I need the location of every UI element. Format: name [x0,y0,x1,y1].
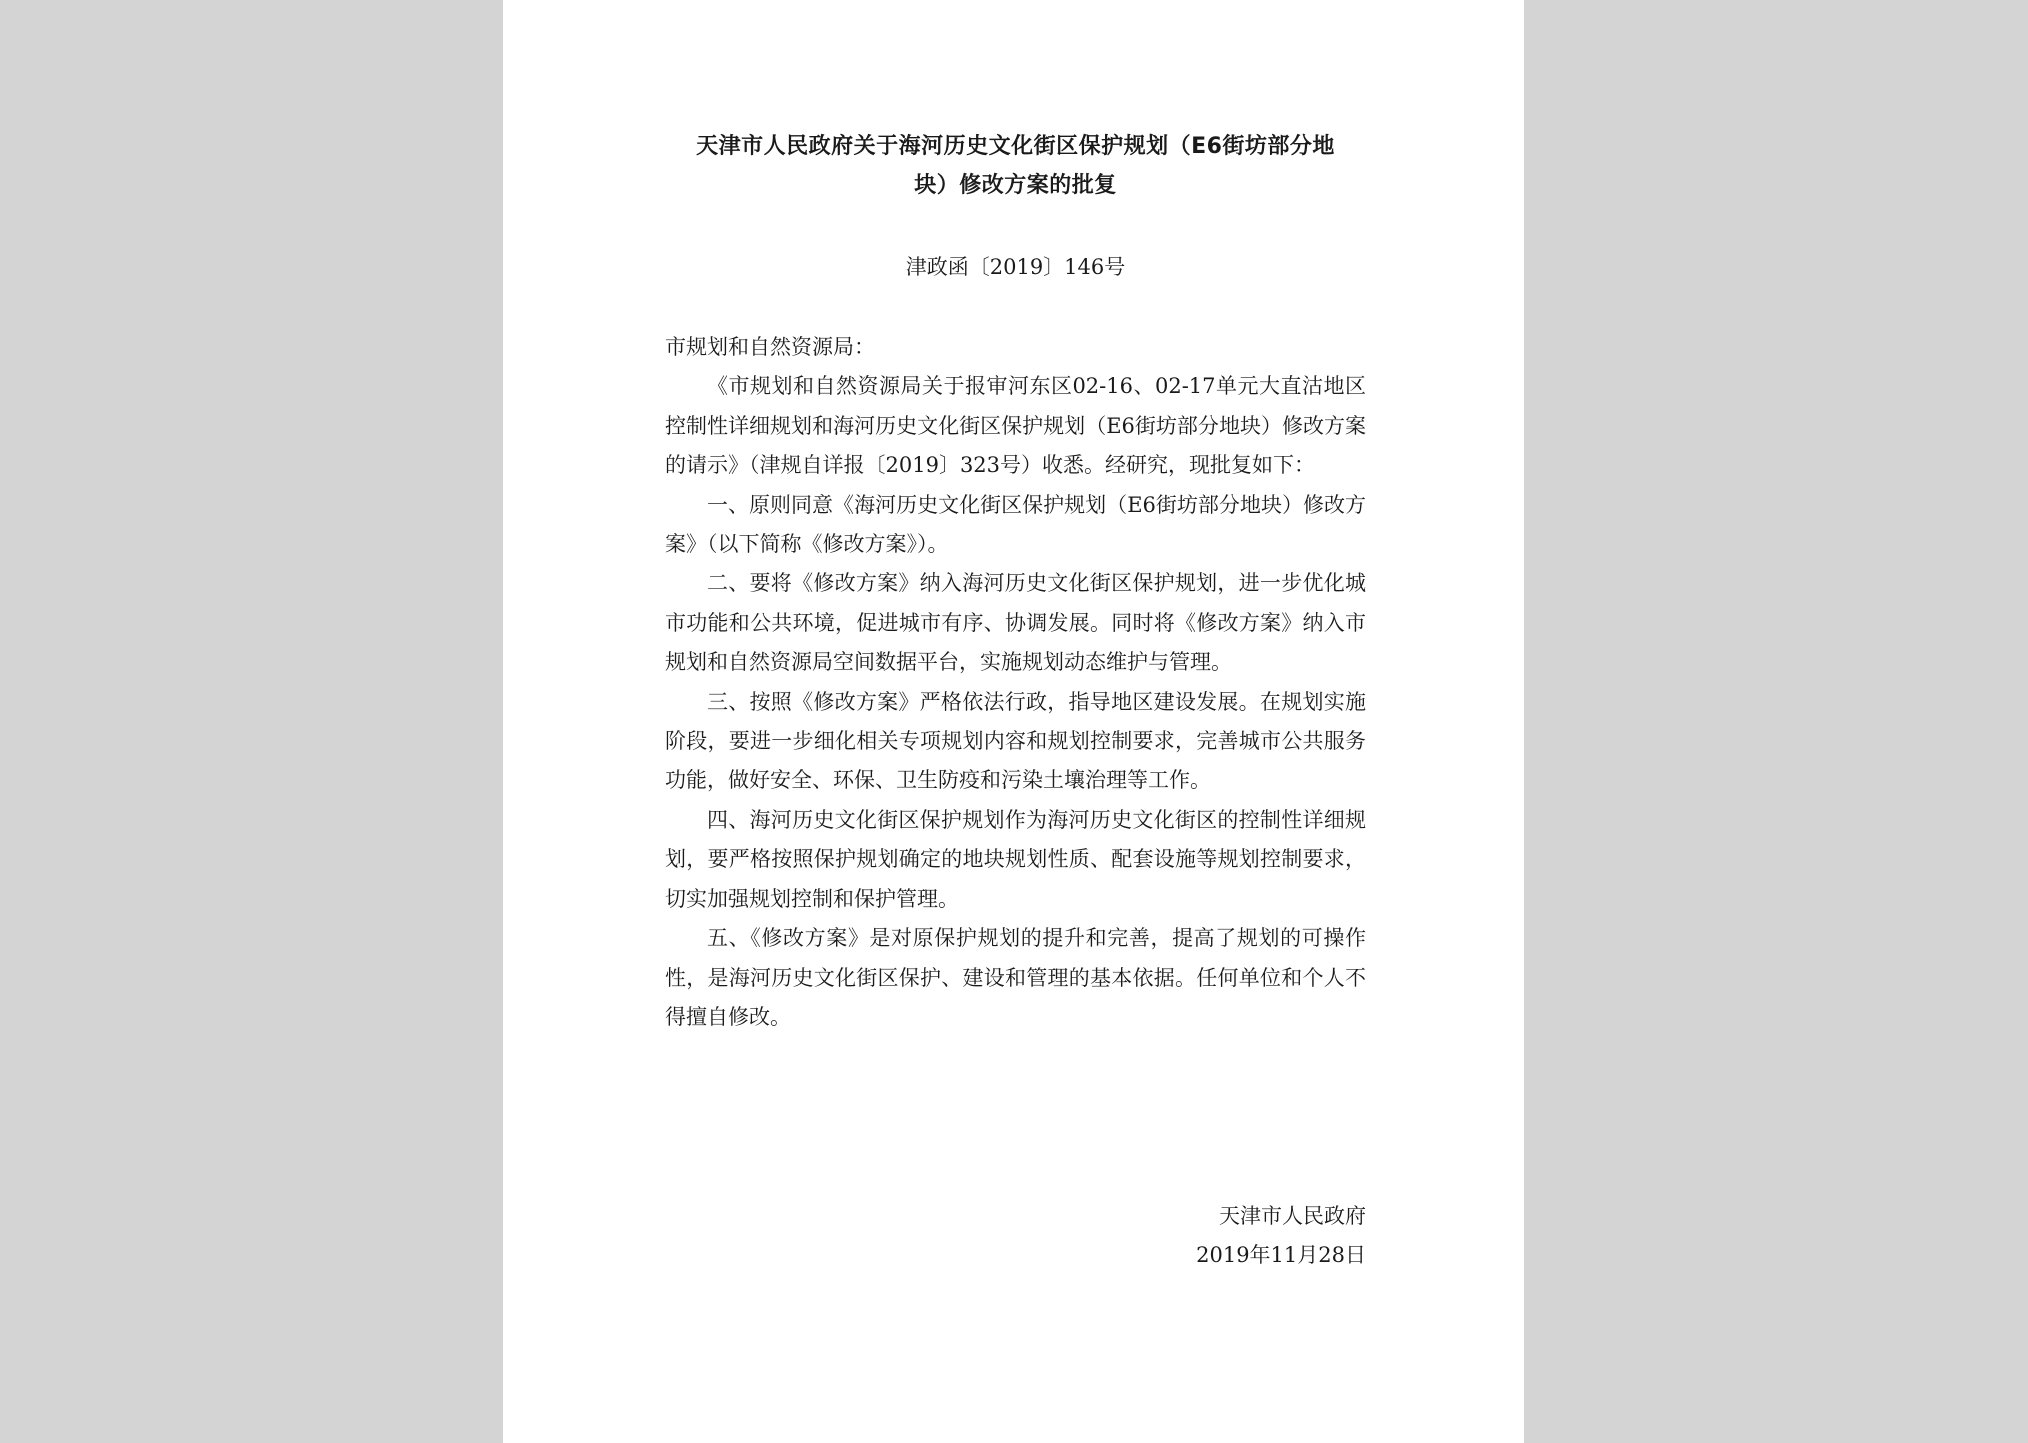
document-title [665,127,1366,205]
document-page [503,0,1524,1443]
paragraph-item-4: 四、海河历史文化街区保护规划作为海河历史文化街区的控制性详细规划，要严格按照保护规划确定的地块规划性质、配套设施等规划控制要求，切实加强规划控制和保护管理。 [665,807,1366,911]
title-line-2: 块）修改方案的批复 [914,173,1117,198]
title-line-1: 天津市人民政府关于海河历史文化街区保护规划（E6街坊部分地 [696,134,1335,159]
paragraph-item-2: 二、要将《修改方案》纳入海河历史文化街区保护规划，进一步优化城市功能和公共环境，促进城市有序、协调发展。同时将《修改方案》纳入市规划和自然资源局空间数据平台，实施规划动态维护与管理。 [665,571,1366,675]
paragraph-item-5: 五、《修改方案》是对原保护规划的提升和完善，提高了规划的可操作性，是海河历史文化街区保护、建设和管理的基本依据。任何单位和个人不得擅自修改。 [665,926,1366,1029]
signature-organization: 天津市人民政府 [1219,1204,1366,1228]
paragraph-request: 《市规划和自然资源局关于报审河东区02-16、02-17单元大直沽地区控制性详细规划和海河历史文化街区保护规划（E6街坊部分地块）修改方案的请示》（津规自详报〔2019〕323号）收悉。经研究，现批复如下： [665,374,1366,478]
paragraph-item-1: 一、原则同意《海河历史文化街区保护规划（E6街坊部分地块）修改方案》（以下简称《修改方案》）。 [665,492,1366,557]
document-number: 津政函〔2019〕146号 [905,255,1126,279]
signature-date: 2019年11月28日 [1196,1243,1366,1267]
addressee: 市规划和自然资源局： [665,335,875,359]
paragraph-item-3: 三、按照《修改方案》严格依法行政，指导地区建设发展。在规划实施阶段，要进一步细化相关专项规划内容和规划控制要求，完善城市公共服务功能，做好安全、环保、卫生防疫和污染土壤治理等工作。 [665,689,1366,793]
document-body [665,328,1366,1037]
signature-block [1196,1197,1366,1275]
